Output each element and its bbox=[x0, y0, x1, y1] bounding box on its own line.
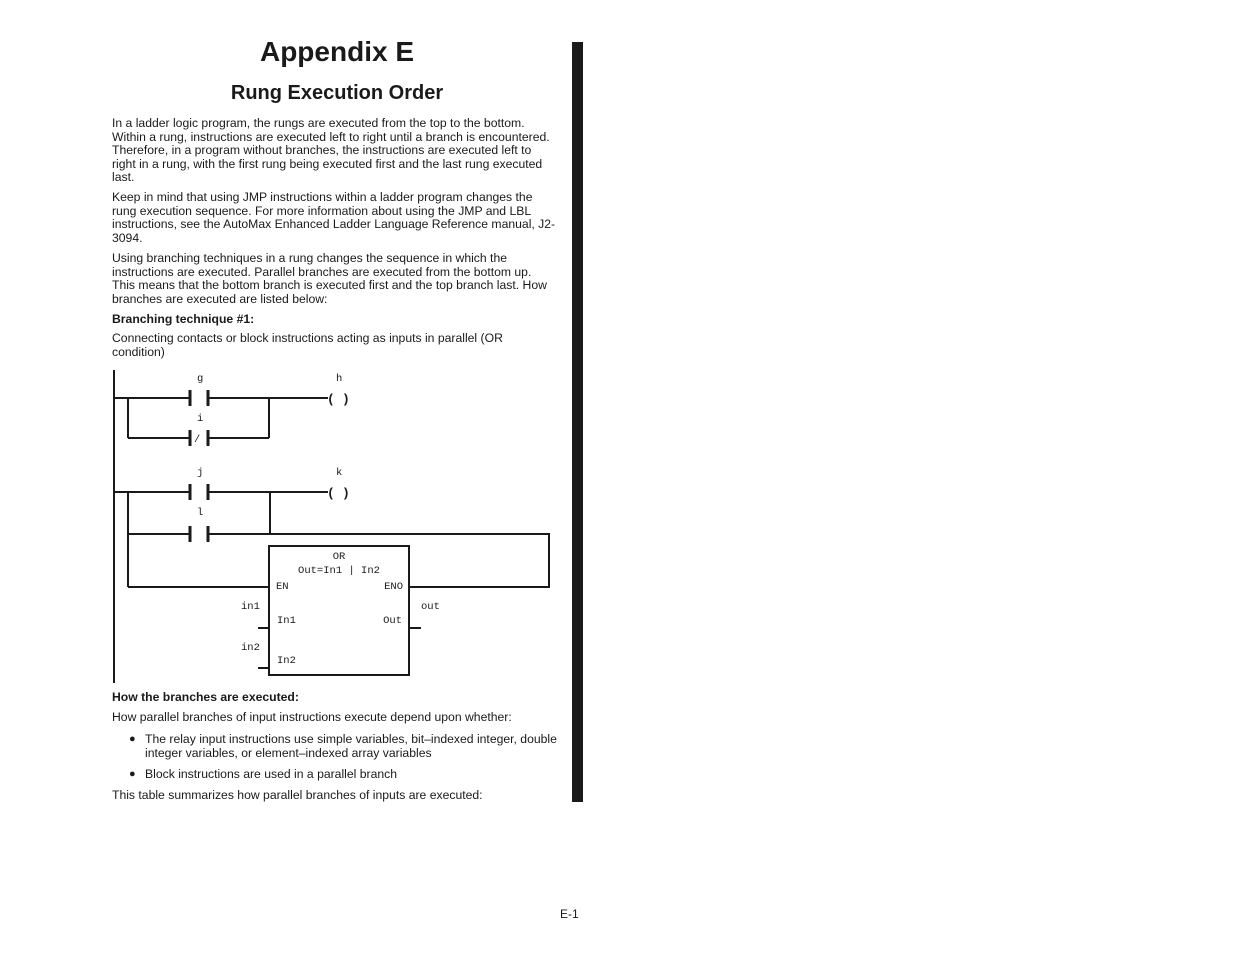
coil-h-left: ( bbox=[327, 392, 335, 407]
pin-en: EN bbox=[276, 581, 289, 593]
paragraph-branching: Using branching techniques in a rung changes the sequence in which the instructions are executed. Parallel branches are executed from the bottom up. This means that the bottom branch is executed first and the top branch last. How branches are executed are listed below: bbox=[112, 251, 547, 306]
page-title: Appendix E bbox=[259, 36, 414, 67]
coil-h-right: ) bbox=[342, 392, 350, 407]
page-subtitle: Rung Execution Order bbox=[230, 82, 444, 104]
pin-eno: ENO bbox=[384, 581, 403, 593]
side-thumb-bar bbox=[572, 42, 583, 802]
paragraph-table-summary: This table summarizes how parallel branches of inputs are executed: bbox=[112, 788, 483, 802]
block-expression: Out=In1 | In2 bbox=[298, 565, 380, 577]
label-h: h bbox=[336, 373, 343, 385]
rung-1 bbox=[114, 373, 350, 446]
label-l: l bbox=[197, 507, 204, 519]
ladder-diagram bbox=[106, 366, 558, 688]
block-name: OR bbox=[332, 551, 346, 563]
pin-in2: In2 bbox=[277, 655, 296, 667]
variable-in2: in2 bbox=[241, 642, 260, 654]
rung-2 bbox=[114, 467, 550, 675]
page-number: E-1 bbox=[560, 907, 579, 921]
bullet-icon: ● bbox=[129, 733, 136, 745]
label-g: g bbox=[197, 373, 204, 385]
heading-branches-executed: How the branches are executed: bbox=[112, 690, 299, 704]
paragraph-intro: In a ladder logic program, the rungs are executed from the top to the bottom. Within a rung, instructions are executed left to right until a branch is encountered. Therefore, in a program without branches, the instructions are executed left to right in a rung, with the first rung being executed first and the last rung executed last. bbox=[112, 116, 550, 185]
label-nc-slash: / bbox=[194, 434, 201, 446]
bullet-icon: ● bbox=[129, 768, 136, 780]
label-k: k bbox=[336, 467, 343, 479]
bullet-item-2: Block instructions are used in a parallel branch bbox=[145, 767, 398, 781]
label-i: i bbox=[197, 413, 204, 425]
paragraph-jmp: Keep in mind that using JMP instructions within a ladder program changes the rung execution sequence. For more information about using the JMP and LBL instructions, see the AutoMax Enhanced Ladder Language Reference manual, J2-3094. bbox=[112, 190, 556, 245]
paragraph-parallel-inputs: Connecting contacts or block instructions acting as inputs in parallel (OR condition) bbox=[112, 331, 503, 359]
pin-out: Out bbox=[383, 615, 402, 627]
variable-in1: in1 bbox=[241, 601, 260, 613]
coil-k-left: ( bbox=[327, 486, 335, 501]
paragraph-depend: How parallel branches of input instructions execute depend upon whether: bbox=[112, 710, 512, 724]
label-j: j bbox=[197, 467, 204, 479]
variable-out: out bbox=[421, 601, 440, 613]
heading-branching-technique-1: Branching technique #1: bbox=[112, 312, 255, 326]
coil-k-right: ) bbox=[342, 486, 350, 501]
bullet-item-1: The relay input instructions use simple variables, bit–indexed integer, double integer variables, or element–indexed array variables bbox=[145, 732, 557, 760]
pin-in1: In1 bbox=[277, 615, 296, 627]
